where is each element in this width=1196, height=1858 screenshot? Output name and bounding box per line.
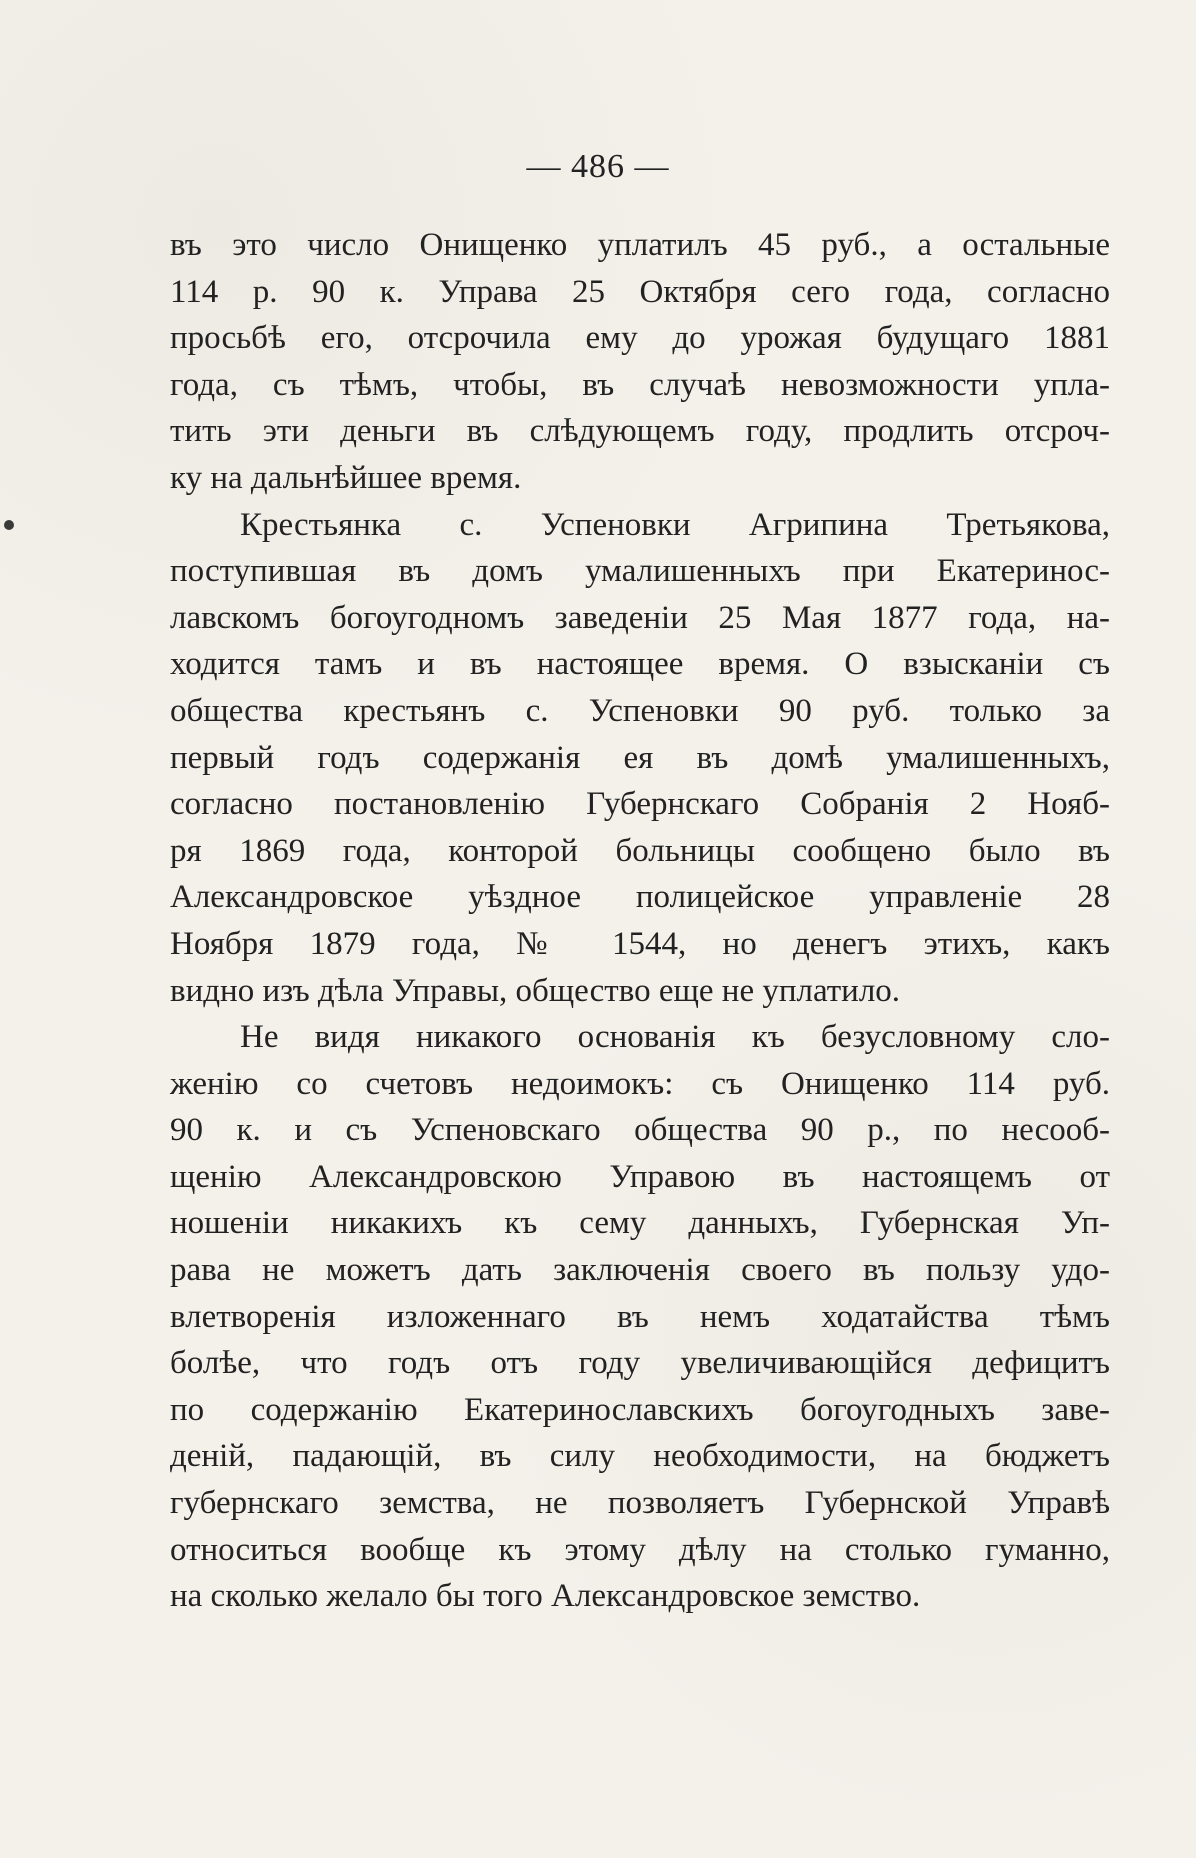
text-line: года, съ тѣмъ, чтобы, въ случаѣ невозможности упла- (170, 366, 1110, 403)
text-line: женію со счетовъ недоимокъ: съ Онищенко 114 руб. (170, 1065, 1110, 1102)
text-line: ку на дальнѣйшее время. (170, 459, 522, 496)
page-number: — 486 — (526, 148, 670, 185)
text-line: ходится тамъ и въ настоящее время. О взысканіи съ (170, 646, 1110, 683)
text-line: губернскаго земства, не позволяетъ Губернской Управѣ (170, 1485, 1110, 1522)
text-line: лавскомъ богоугодномъ заведеніи 25 Мая 1877 года, на- (170, 599, 1110, 636)
text-line: Александровское уѣздное полицейское управленіе 28 (170, 879, 1110, 916)
text-line: щенію Александровскою Управою въ настоящемъ от (170, 1158, 1110, 1195)
paragraph-start: Не видя никакого основанія къ безусловному сло- (240, 1019, 1110, 1056)
text-line: просьбѣ его, отсрочила ему до урожая будущаго 1881 (170, 320, 1110, 357)
text-line: Ноября 1879 года, № 1544, но денегъ этихъ, какъ (170, 925, 1110, 962)
text-line: на сколько желало бы того Александровское земство. (170, 1578, 921, 1615)
text-line: общества крестьянъ с. Успеновки 90 руб. только за (170, 692, 1110, 729)
margin-ink-dot (4, 520, 14, 530)
text-line: поступившая въ домъ умалишенныхъ при Екатеринос- (170, 553, 1110, 590)
text-line: рава не можетъ дать заключенія своего въ пользу удо- (170, 1252, 1110, 1289)
text-line: въ это число Онищенко уплатилъ 45 руб., а остальные (170, 227, 1110, 263)
text-line: ношеніи никакихъ къ сему данныхъ, Губернская Уп- (170, 1205, 1110, 1242)
text-line: по содержанію Екатеринославскихъ богоугодныхъ заве- (170, 1391, 1110, 1428)
text-line: согласно постановленію Губернскаго Собранія 2 Нояб- (170, 786, 1110, 823)
text-line: видно изъ дѣла Управы, общество еще не уплатило. (170, 972, 901, 1009)
body-text (170, 222, 1110, 1620)
text-line: деній, падающій, въ силу необходимости, на бюджетъ (170, 1438, 1110, 1475)
text-line: влетворенія изложеннаго въ немъ ходатайства тѣмъ (170, 1298, 1110, 1335)
text-line: болѣе, что годъ отъ году увеличивающійся дефицитъ (170, 1345, 1110, 1382)
text-line: тить эти деньги въ слѣдующемъ году, продлить отсроч- (170, 413, 1110, 450)
text-line: первый годъ содержанія ея въ домѣ умалишенныхъ, (170, 739, 1110, 776)
text-line: относиться вообще къ этому дѣлу на столько гуманно, (170, 1531, 1110, 1568)
text-line: ря 1869 года, конторой больницы сообщено было въ (170, 832, 1110, 869)
text-line: 90 к. и съ Успеновскаго общества 90 р., по несооб- (170, 1112, 1110, 1149)
paragraph-start: Крестьянка с. Успеновки Агрипина Третьякова, (240, 506, 1110, 543)
text-line: 114 р. 90 к. Управа 25 Октября сего года, согласно (170, 273, 1110, 310)
